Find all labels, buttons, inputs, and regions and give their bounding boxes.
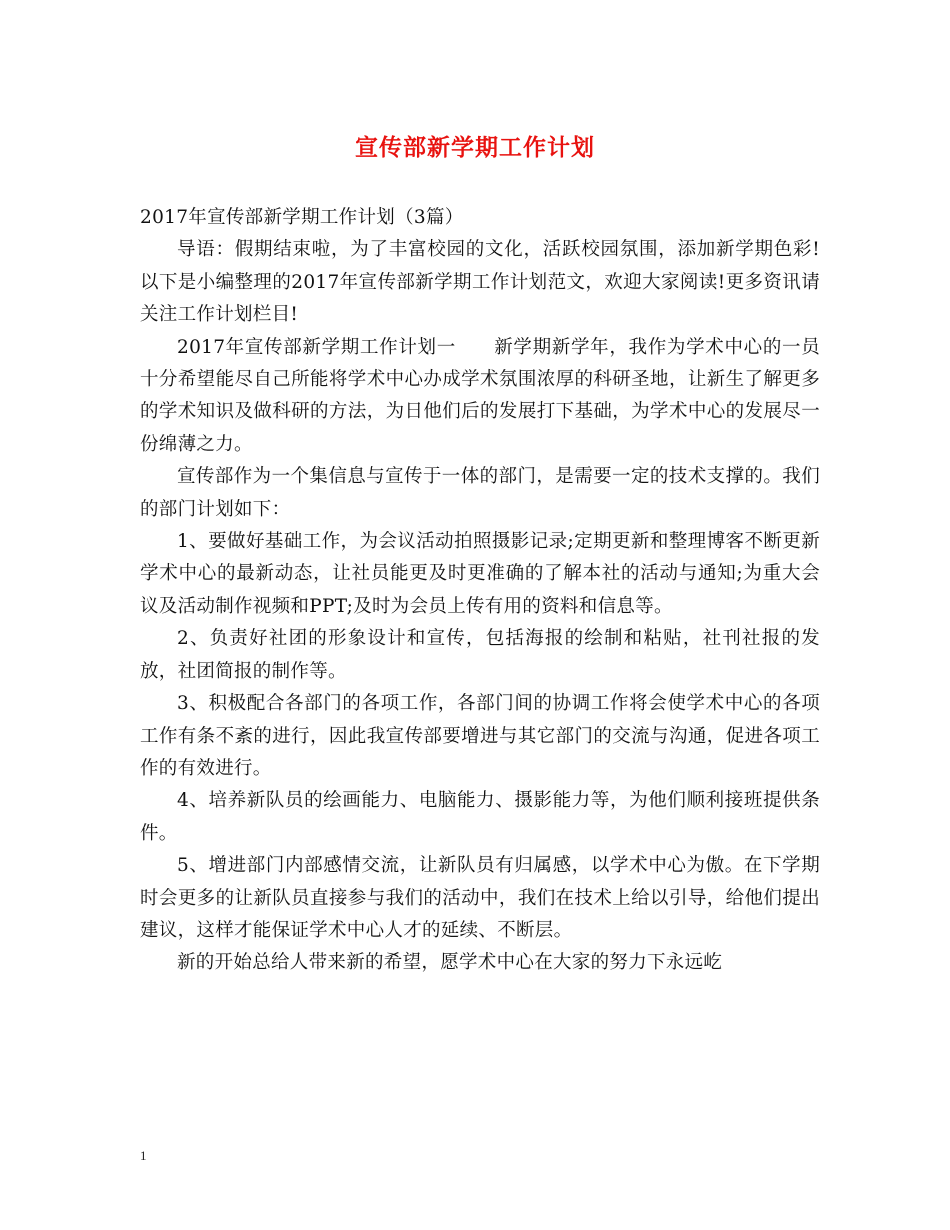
paragraph-item-4: 4、培养新队员的绘画能力、电脑能力、摄影能力等，为他们顺利接班提供条件。: [140, 790, 820, 844]
paragraph-intro: 导语：假期结束啦，为了丰富校园的文化，活跃校园氛围，添加新学期色彩!以下是小编整理的2017年宣传部新学期工作计划范文，欢迎大家阅读!更多资讯请关注工作计划栏目!: [140, 239, 820, 326]
paragraph-item-3: 3、积极配合各部门的各项工作，各部门间的协调工作将会使学术中心的各项工作有条不紊的进行，因此我宣传部要增进与其它部门的交流与沟通，促进各项工作的有效进行。: [140, 693, 820, 779]
page-number: 1: [140, 1148, 147, 1163]
document-body: [140, 202, 820, 980]
paragraph-item-1: 1、要做好基础工作，为会议活动拍照摄影记录;定期更新和整理博客不断更新学术中心的最新动态，让社员能更及时更准确的了解本社的活动与通知;为重大会议及活动制作视频和PPT;及时为会员上传有用的资料和信息等。: [140, 531, 820, 617]
paragraph-closing: 新的开始总给人带来新的希望，愿学术中心在大家的努力下永远屹: [177, 952, 723, 974]
paragraph-item-2: 2、负责好社团的形象设计和宣传，包括海报的绘制和粘贴，社刊社报的发放，社团简报的制作等。: [140, 628, 820, 682]
document-title: 宣传部新学期工作计划: [355, 134, 595, 161]
document-subtitle: 2017年宣传部新学期工作计划（3篇）: [140, 207, 464, 228]
paragraph-item-5: 5、增进部门内部感情交流，让新队员有归属感，以学术中心为傲。在下学期时会更多的让新队员直接参与我们的活动中，我们在技术上给以引导，给他们提出建议，这样才能保证学术中心人才的延续、不断层。: [140, 855, 820, 941]
paragraph-plan-one: 2017年宣传部新学期工作计划一 新学期新学年，我作为学术中心的一员十分希望能尽自己所能将学术中心办成学术氛围浓厚的科研圣地，让新生了解更多的学术知识及做科研的方法，为日他们后的发展打下基础，为学术中心的发展尽一份绵薄之力。: [140, 336, 820, 455]
paragraph-department: 宣传部作为一个集信息与宣传于一体的部门，是需要一定的技术支撑的。我们的部门计划如下：: [140, 466, 820, 520]
